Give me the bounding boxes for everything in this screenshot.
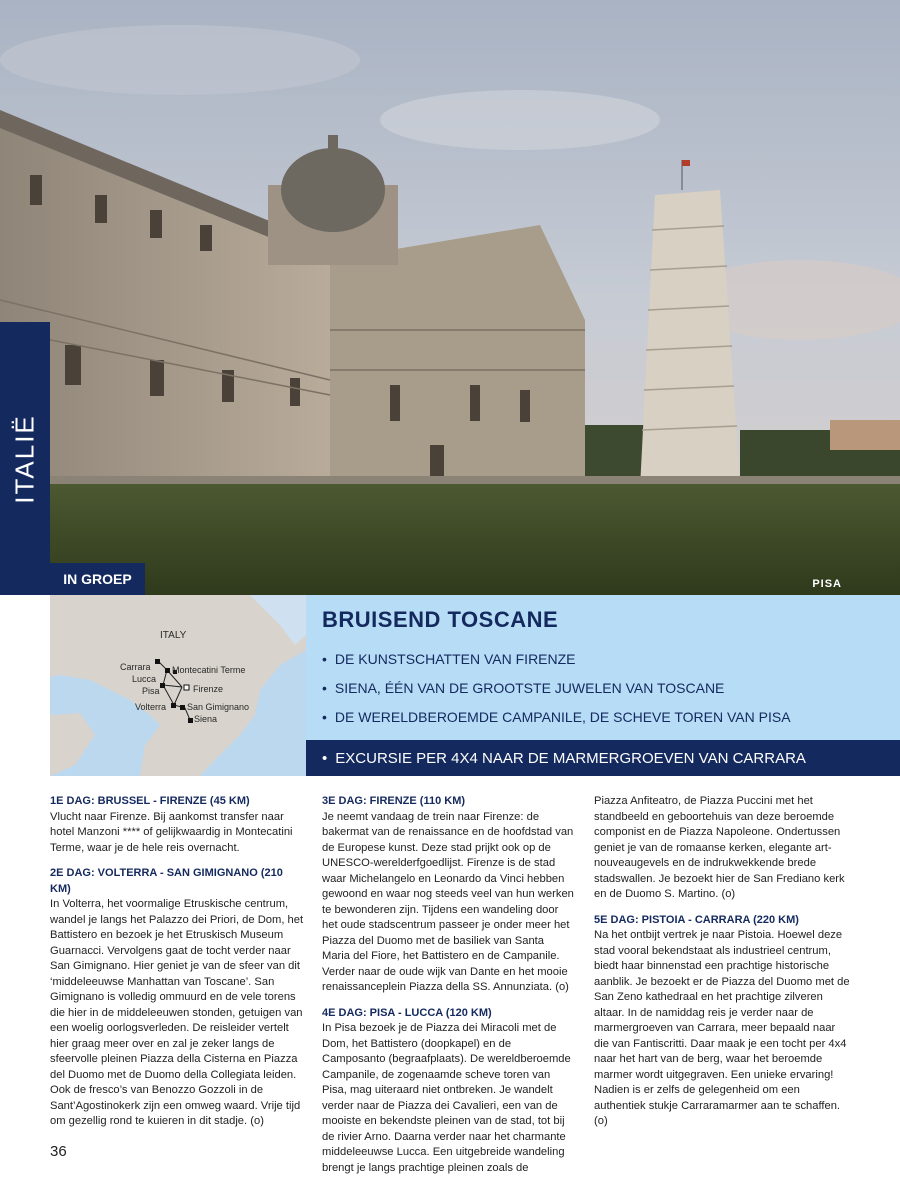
day-3-heading: 3E DAG: FIRENZE (110 KM) [322,795,466,807]
excursion-text: • EXCURSIE PER 4X4 NAAR DE MARMERGROEVEN VAN CARRARA [322,750,806,767]
map-city-pisa: Pisa [142,686,160,696]
map-city-siena: Siena [194,714,218,724]
day-1-heading: 1E DAG: BRUSSEL - FIRENZE (45 KM) [50,795,250,807]
day-2-text: In Volterra, het voormalige Etruskische centrum, wandel je langs het Palazzo dei Priori, de Dom, het Battistero en bezoek je het Etruskisch Museum Guarnacci. Vervolgens gaat de tocht verder naar San Gimignano. Hier geniet je van de sfeer van dit ‘middeleeuwse Manhattan van Toscane’. San Gimignano is volledig ommuurd en de vele torens die hier in de middeleeuwen stonden, getuigen van een woelig oorlogsverleden. De reisleider vertelt hier graag meer over en zal je zeker langs de sfeervolle pleinen Piazza della Cisterna en Piazza del Duomo met de Duomo della Collegiata leiden. Ook de fresco’s van Benozzo Gozzoli in de Sant’Agostinokerk zijn een omweg waard. Vrije tijd om gezellig rond te kuieren in dit stadje. (o) [50,898,304,1127]
photo-caption: PISA [812,578,842,590]
country-label: ITALIË [9,413,40,504]
map-city-volterra: Volterra [135,702,167,712]
highlight-item: • DE KUNSTSCHATTEN VAN FIRENZE [322,651,791,680]
day-3-text: Je neemt vandaag de trein naar Firenze: de bakermat van de renaissance en de hoofdstad van de Europese kunst. Deze stad prijkt ook op de UNESCO-werelderfgoedlijst. Firenze is de stad waar Michelangelo en Leonardo da Vinci hebben gewoond en waar nog steeds veel van hun werken te bewonderen zijn. Tijdens een wandeling door het oude stadscentrum passeer je onder meer het Piazza del Duomo met de basiliek van Santa Maria del Fiore, het Battistero en de Campanile. Verder naar de oude wijk van Dante en het mooie renaissanceplein Piazza della SS. Annunziata. (o) [322,810,574,993]
in-group-badge: IN GROEP [50,563,145,595]
map-city-san-gimignano: San Gimignano [187,702,250,712]
itinerary-column-2 [322,794,575,1186]
day-2-heading: 2E DAG: VOLTERRA - SAN GIMIGNANO (210 KM) [50,867,283,895]
highlights-list [322,651,791,738]
excursion-banner [306,740,900,776]
map-illustration [50,595,306,776]
map-country-label: ITALY [160,630,187,641]
itinerary-column-1 [50,794,305,1140]
highlight-item: • DE WERELDBEROEMDE CAMPANILE, DE SCHEVE TOREN VAN PISA [322,709,791,738]
day-5-heading: 5E DAG: PISTOIA - CARRARA (220 KM) [594,913,799,926]
page-number: 36 [50,1143,67,1160]
day-4-heading: 4E DAG: PISA - LUCCA (120 KM) [322,1006,492,1019]
map-city-carrara: Carrara [120,662,151,672]
map-city-lucca: Lucca [132,674,157,684]
day-1-text: Vlucht naar Firenze. Bij aankomst transfer naar hotel Manzoni **** of gelijkwaardig in Montecatini Terme, waar je de hele reis overnacht. [50,810,293,854]
country-side-tab [0,322,50,595]
highlight-item: • SIENA, ÉÉN VAN DE GROOTSTE JUWELEN VAN TOSCANE [322,680,791,709]
itinerary-column-3 [594,794,850,1140]
day-4-text-continued: Piazza Anfiteatro, de Piazza Puccini met het standbeeld en geboortehuis van deze beroemde componist en de Piazza Napoleone. Ondertussen geniet je van de romaanse kerken, elegante art-nouveaugevels en de indrukwekkende brede stadswallen. Je bezoekt hier de San Frediano kerk en de Duomo S. Martino. (o) [594,795,845,900]
map-city-montecatini: Montecatini Terme [172,665,246,675]
day-5-text: Na het ontbijt vertrek je naar Pistoia. Hoewel deze stad vooral bekendstaat als industrieel centrum, biedt haar binnenstad een prachtige historische aanblik. Je bezoekt er de Piazza del Duomo met de San Zeno kathedraal en het prachtige zilveren altaar. In de namiddag reis je verder naar de marmergroeven van Carrara, meer bepaald naar die van Fantiscritti. Daar maak je een tocht per 4x4 naar het hart van de berg, waar het beroemde marmer wordt uitgegraven. Een unieke ervaring! Nadien is er zelfs de gelegenheid om een authentiek stukje Carraramarmer aan te schaffen. (o) [594,929,850,1127]
tour-title: BRUISEND TOSCANE [322,607,559,632]
map-city-firenze: Firenze [193,684,224,694]
tour-title-panel [306,595,900,740]
route-map [50,595,306,776]
day-4-text: In Pisa bezoek je de Piazza dei Miracoli met de Dom, het Battistero (doopkapel) en de Camposanto (begraafplaats). De wereldberoemde Campanile, de zogenaamde scheve toren van Pisa, mag uiteraard niet ontbreken. Je wandelt verder naar de Piazza dei Cavalieri, een van de mooiste en bekendste pleinen van de stad, tot bij de rivier Arno. Daarna verder naar het charmante middeleeuwse Lucca. Een uitgebreide wandeling brengt je langs prachtige pleinen zoals de [322,1022,571,1174]
